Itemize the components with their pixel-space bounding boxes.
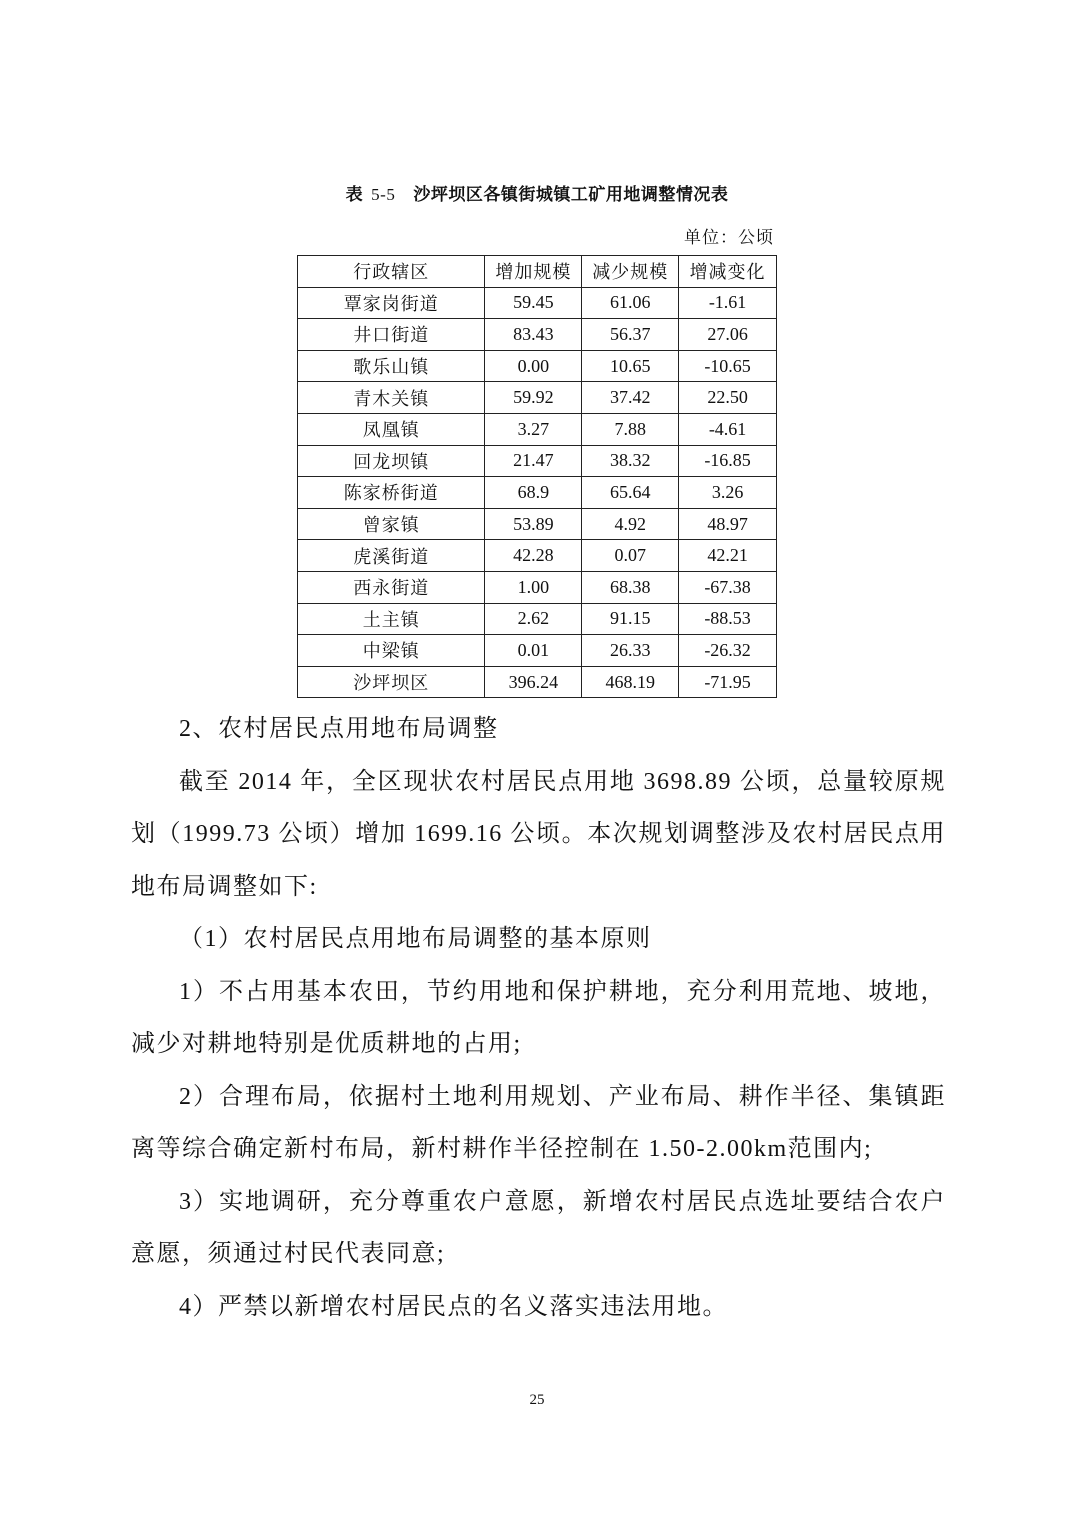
cell-decrease: 61.06 (582, 287, 679, 319)
column-header-increase: 增加规模 (485, 256, 582, 288)
table-row (298, 540, 777, 572)
cell-district: 沙坪坝区 (298, 666, 485, 698)
principle-item: 4）严禁以新增农村居民点的名义落实违法用地。 (179, 1293, 728, 1320)
cell-decrease: 10.65 (582, 350, 679, 382)
cell-decrease: 26.33 (582, 635, 679, 667)
cell-decrease: 4.92 (582, 508, 679, 540)
table-caption-label: 表 (345, 185, 364, 205)
table-row (298, 477, 777, 509)
table-row (298, 603, 777, 635)
cell-decrease: 65.64 (582, 477, 679, 509)
cell-change: -88.53 (679, 603, 777, 635)
cell-change: 3.26 (679, 477, 777, 509)
cell-increase: 21.47 (485, 445, 582, 477)
cell-district: 歌乐山镇 (298, 350, 485, 382)
principle-item: 2）合理布局，依据村土地利用规划、产业布局、耕作半径、集镇距离等综合确定新村布局，新村耕作半径控制在 1.50-2.00km范围内; (131, 1083, 946, 1162)
cell-increase: 42.28 (485, 540, 582, 572)
cell-decrease: 37.42 (582, 382, 679, 414)
cell-decrease: 91.15 (582, 603, 679, 635)
table-row (298, 287, 777, 319)
cell-increase: 3.27 (485, 413, 582, 445)
table-caption (0, 180, 1074, 205)
paragraph: 截至 2014 年，全区现状农村居民点用地 3698.89 公顷，总量较原规划（1999.73 公顷）增加 1699.16 公顷。本次规划调整涉及农村居民点用地布局调整如下: (131, 768, 946, 900)
cell-increase: 2.62 (485, 603, 582, 635)
body-text (131, 703, 946, 1333)
cell-increase: 68.9 (485, 477, 582, 509)
table-caption-title: 沙坪坝区各镇街城镇工矿用地调整情况表 (413, 185, 729, 205)
cell-district: 陈家桥街道 (298, 477, 485, 509)
cell-decrease: 68.38 (582, 571, 679, 603)
cell-district: 井口街道 (298, 319, 485, 351)
cell-change: 27.06 (679, 319, 777, 351)
cell-increase: 0.00 (485, 350, 582, 382)
cell-district: 凤凰镇 (298, 413, 485, 445)
cell-decrease: 468.19 (582, 666, 679, 698)
cell-district: 虎溪街道 (298, 540, 485, 572)
table-row (298, 382, 777, 414)
cell-change: -67.38 (679, 571, 777, 603)
cell-change: 22.50 (679, 382, 777, 414)
principle-item: 3）实地调研，充分尊重农户意愿，新增农村居民点选址要结合农户意愿，须通过村民代表同意; (131, 1188, 946, 1267)
cell-change: 48.97 (679, 508, 777, 540)
cell-district: 回龙坝镇 (298, 445, 485, 477)
cell-change: -4.61 (679, 413, 777, 445)
table-row (298, 635, 777, 667)
table-unit: 单位：公顷 (684, 228, 774, 247)
cell-decrease: 7.88 (582, 413, 679, 445)
table-caption-number: 5-5 (371, 185, 396, 204)
cell-increase: 396.24 (485, 666, 582, 698)
cell-decrease: 56.37 (582, 319, 679, 351)
cell-district: 西永街道 (298, 571, 485, 603)
cell-increase: 53.89 (485, 508, 582, 540)
column-header-decrease: 减少规模 (582, 256, 679, 288)
cell-increase: 1.00 (485, 571, 582, 603)
cell-decrease: 38.32 (582, 445, 679, 477)
cell-district: 覃家岗街道 (298, 287, 485, 319)
land-adjustment-table (297, 255, 777, 698)
cell-increase: 83.43 (485, 319, 582, 351)
table-row (298, 571, 777, 603)
cell-change: -16.85 (679, 445, 777, 477)
cell-increase: 59.45 (485, 287, 582, 319)
cell-increase: 0.01 (485, 635, 582, 667)
subsection-heading: （1）农村居民点用地布局调整的基本原则 (179, 926, 652, 952)
table-row (298, 413, 777, 445)
cell-change: -10.65 (679, 350, 777, 382)
table-row (298, 350, 777, 382)
column-header-change: 增减变化 (679, 256, 777, 288)
page-number: 25 (529, 1392, 545, 1408)
cell-decrease: 0.07 (582, 540, 679, 572)
cell-district: 中梁镇 (298, 635, 485, 667)
cell-district: 曾家镇 (298, 508, 485, 540)
cell-district: 青木关镇 (298, 382, 485, 414)
table-row (298, 445, 777, 477)
table-row (298, 508, 777, 540)
cell-change: 42.21 (679, 540, 777, 572)
cell-district: 土主镇 (298, 603, 485, 635)
cell-increase: 59.92 (485, 382, 582, 414)
cell-change: -71.95 (679, 666, 777, 698)
table-header-row (298, 256, 777, 288)
cell-change: -1.61 (679, 287, 777, 319)
principle-item: 1）不占用基本农田，节约用地和保护耕地，充分利用荒地、坡地，减少对耕地特别是优质耕地的占用; (131, 978, 946, 1057)
table-row (298, 319, 777, 351)
table-total-row (298, 666, 777, 698)
column-header-district: 行政辖区 (298, 256, 485, 288)
section-heading: 2、农村居民点用地布局调整 (179, 716, 499, 742)
cell-change: -26.32 (679, 635, 777, 667)
